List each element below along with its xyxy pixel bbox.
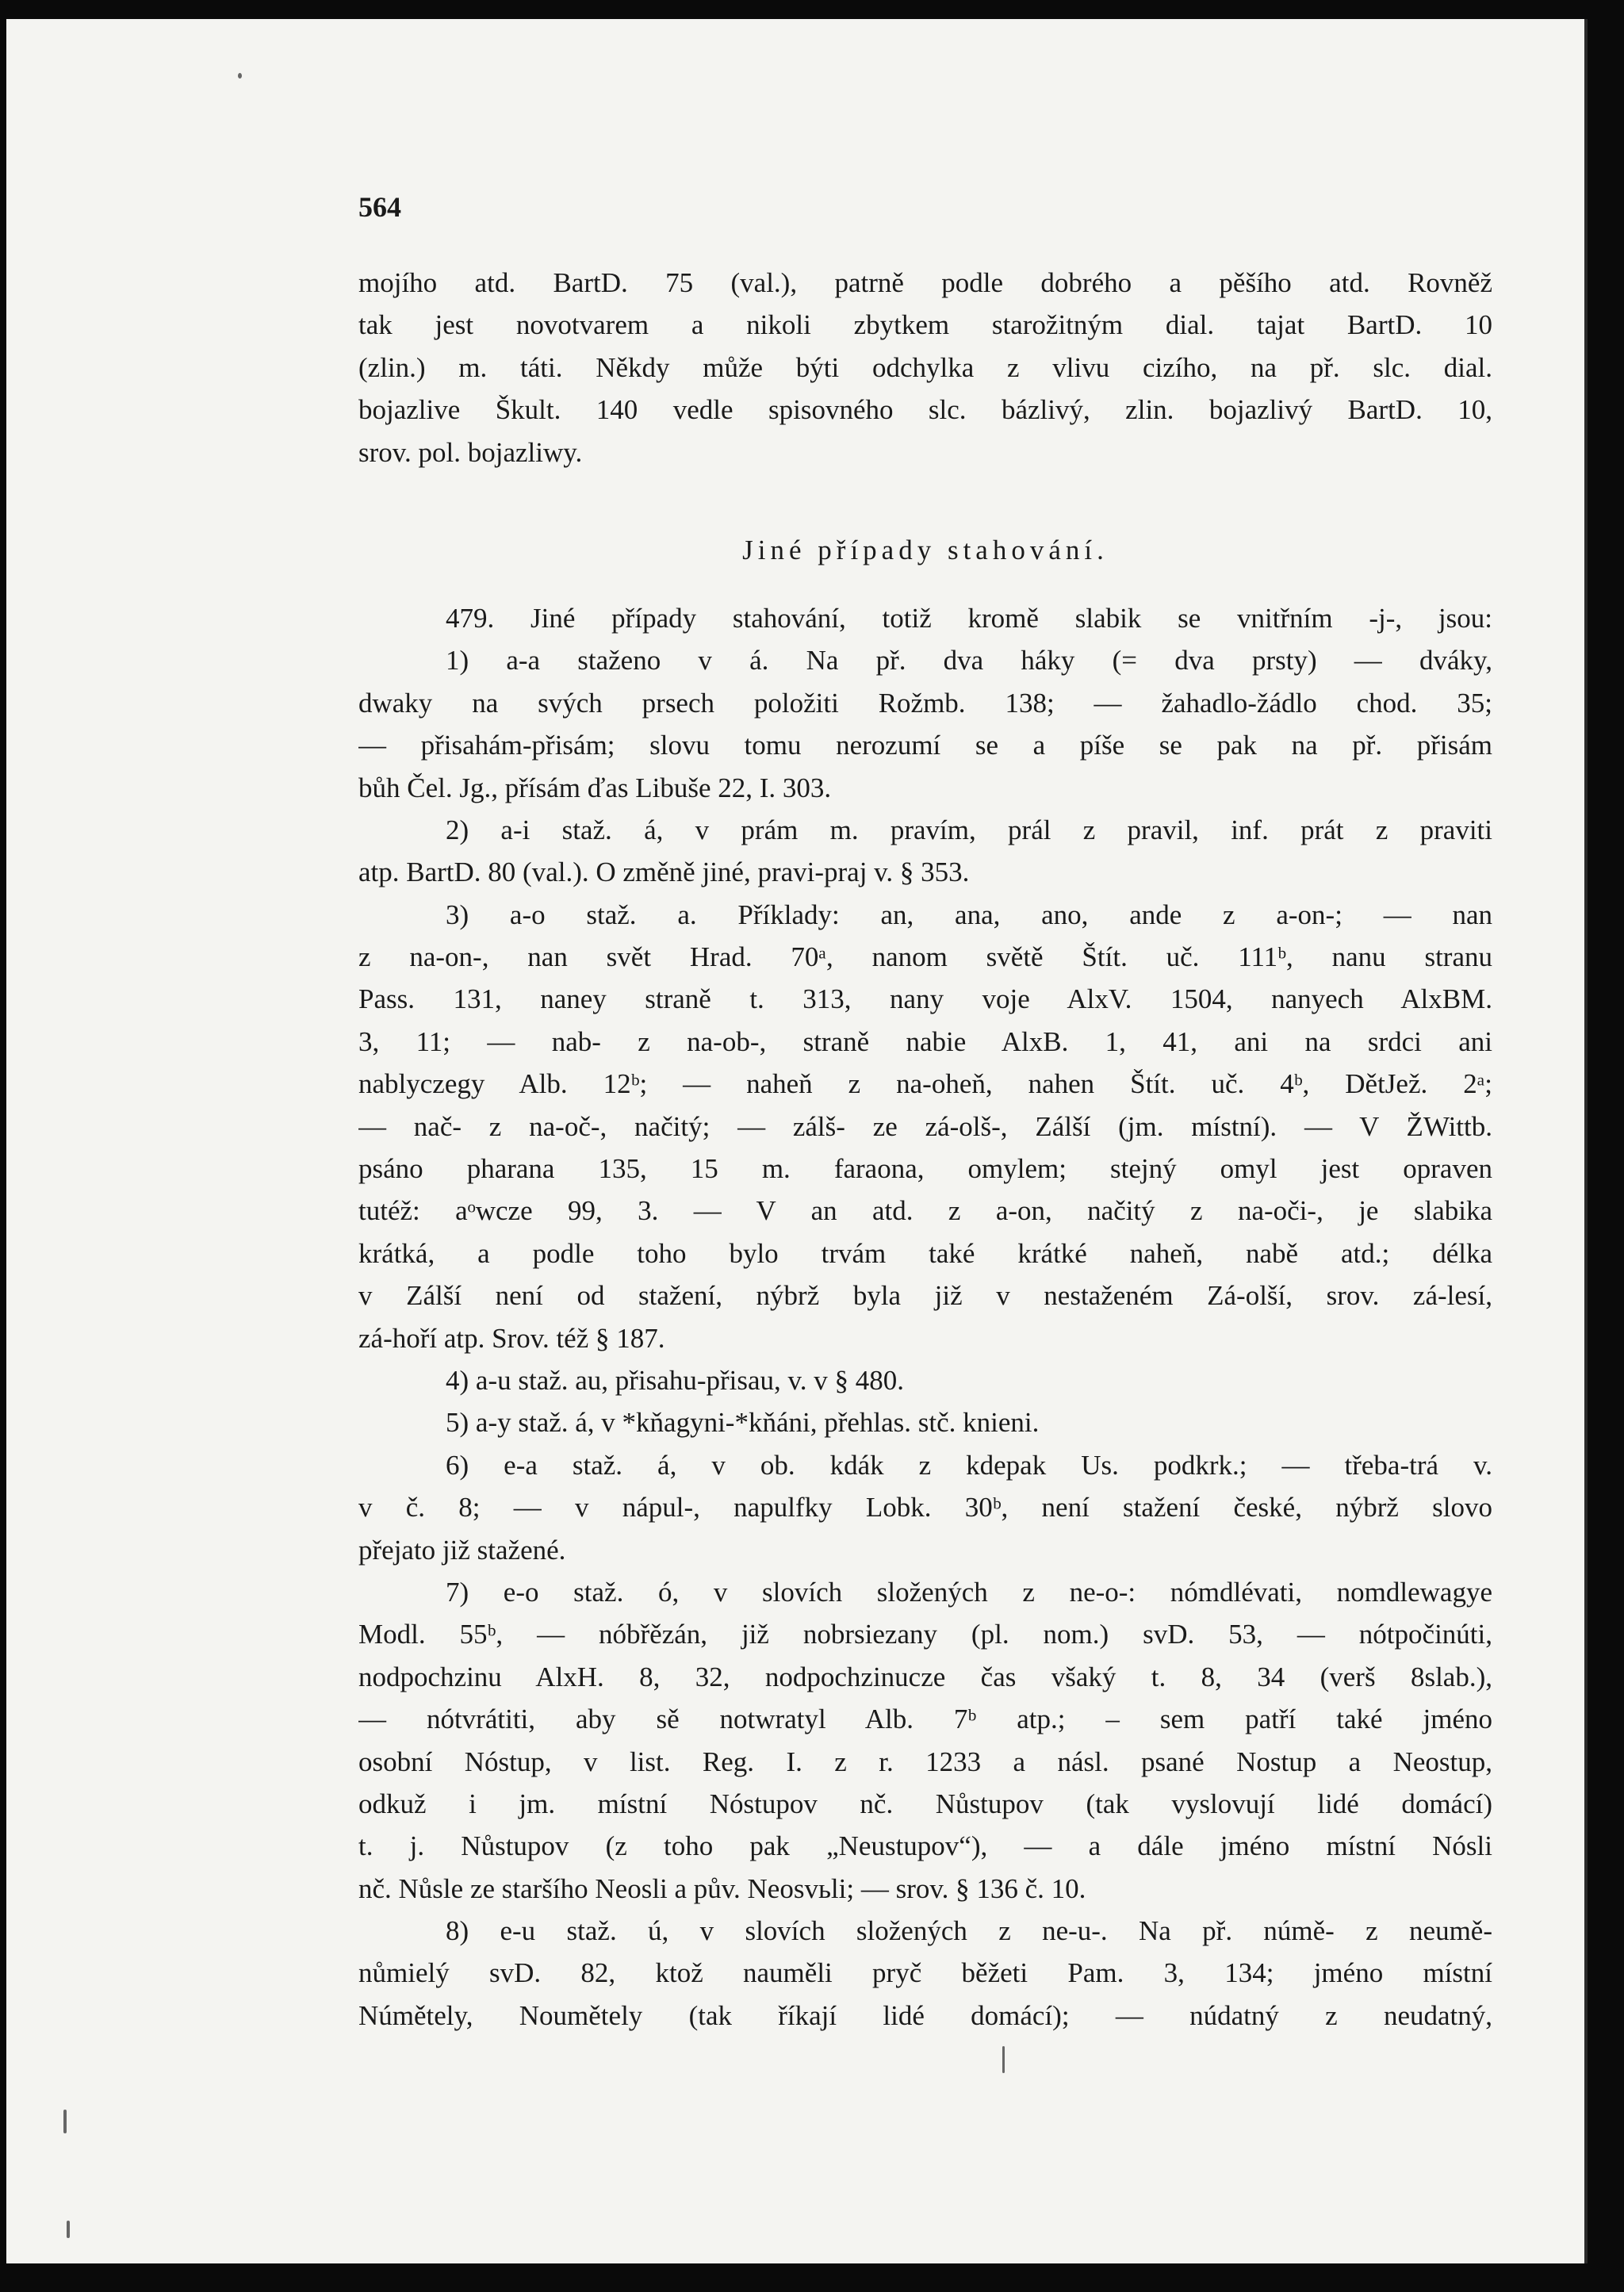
page-text <box>358 190 1492 2037</box>
text-line: atp. BartD. 80 (val.). O změně jiné, pravi-praj v. § 353. <box>358 857 970 888</box>
text-line: nůmielý svD. 82, ktož nauměli pryč běžeti Pam. 3, 134; jméno místní <box>358 1957 1492 1989</box>
text-line: psáno pharana 135, 15 m. faraona, omylem; stejný omyl jest opraven <box>358 1153 1492 1185</box>
text-line: z na-on-, nan svět Hrad. 70ᵃ, nanom světě Štít. uč. 111ᵇ, nanu stranu <box>358 941 1492 973</box>
item-2-start: 2) a-i staž. á, v prám m. pravím, prál z pravil, inf. prát z praviti <box>446 814 1492 845</box>
text-line: v Zálší není od stažení, nýbrž byla již v nestaženém Zá-olší, srov. zá-lesí, <box>358 1280 1492 1312</box>
scan-speck <box>67 2221 70 2238</box>
scan-speck <box>238 73 242 79</box>
text-line: Númětely, Noumětely (tak říkají lidé domácí); — núdatný z neudatný, <box>358 1999 1492 2031</box>
item-6-start: 6) e-a staž. á, v ob. kdák z kdepak Us. podkrk.; — třeba-trá v. <box>446 1449 1492 1481</box>
text-line: dwaky na svých prsech položiti Rožmb. 138; — žahadlo-žádlo chod. 35; <box>358 687 1492 719</box>
text-line: nč. Nůsle ze staršího Neosli a pův. Neosvьli; — srov. § 136 č. 10. <box>358 1872 1086 1904</box>
text-line: krátká, a podle toho bylo trvám také krátké naheň, nabě atd.; délka <box>358 1237 1492 1269</box>
item-5-start: 5) a-y staž. á, v *kňagyni-*kňáni, přehlas. stč. knieni. <box>446 1407 1040 1439</box>
text-line: t. j. Nůstupov (z toho pak „Neustupov“), — a dále jméno místní Nósli <box>358 1830 1492 1862</box>
intro-paragraph <box>358 262 1492 473</box>
text-line: v č. 8; — v nápul-, napulfky Lobk. 30ᵇ, není stažení české, nýbrž slovo <box>358 1492 1492 1524</box>
text-line: (zlin.) m. táti. Někdy může býti odchylka z vlivu cizího, na př. slc. dial. <box>358 351 1492 383</box>
text-line: Pass. 131, naney straně t. 313, nany voje AlxV. 1504, nanyech AlxBM. <box>358 983 1492 1015</box>
text-line: — nótvrátiti, aby sě notwratyl Alb. 7ᵇ atp.; – sem patří také jméno <box>358 1704 1492 1735</box>
text-line: mojího atd. BartD. 75 (val.), patrně podle dobrého a pěšího atd. Rovněž <box>358 267 1492 298</box>
text-line: odkuž i jm. místní Nóstupov nč. Nůstupov (tak vyslovují lidé domácí) <box>358 1788 1492 1819</box>
text-line: 3, 11; — nab- z na-ob-, straně nabie AlxB. 1, 41, ani na srdci ani <box>358 1025 1492 1057</box>
item-4-start: 4) a-u staž. au, přisahu-přisau, v. v § 480. <box>446 1364 904 1396</box>
item-7-start: 7) e-o staž. ó, v slovích složených z ne-o-: nómdlévati, nomdlewagye <box>446 1576 1492 1608</box>
section-heading: Jiné případy stahování. <box>742 534 1109 565</box>
text-line: nablyczegy Alb. 12ᵇ; — naheň z na-oheň, nahen Štít. uč. 4ᵇ, DětJež. 2ᵃ; <box>358 1068 1492 1100</box>
page-edge-shadow <box>1584 19 1588 2263</box>
text-line: srov. pol. bojazliwy. <box>358 436 583 468</box>
text-line: bojazlive Škult. 140 vedle spisovného slc. bázlivý, zlin. bojazlivý BartD. 10, <box>358 394 1492 426</box>
item-3-start: 3) a-o staž. a. Příklady: an, ana, ano, ande z a-on-; — nan <box>446 899 1492 930</box>
item-8-start: 8) e-u staž. ú, v slovích složených z ne-u-. Na př. númě- z neumě- <box>446 1915 1492 1947</box>
text-line: nodpochzinu AlxH. 8, 32, nodpochzinucze čas všaký t. 8, 34 (verš 8slab.), <box>358 1661 1492 1692</box>
page-number: 564 <box>358 191 401 223</box>
section-paragraph-start: 479. Jiné případy stahování, totiž kromě slabik se vnitřním -j-, jsou: <box>446 602 1492 634</box>
scan-speck <box>63 2110 67 2133</box>
text-line: — přisahám-přisám; slovu tomu nerozumí se a píše se pak na př. přisám <box>358 730 1492 761</box>
text-line: tutéž: aᵒwcze 99, 3. — V an atd. z a-on, načitý z na-oči-, je slabika <box>358 1195 1492 1227</box>
text-line: — nač- z na-oč-, načitý; — zálš- ze zá-olš-, Zálší (jm. místní). — V ŽWittb. <box>358 1110 1492 1142</box>
text-line: přejato již stažené. <box>358 1534 566 1566</box>
section-body <box>358 597 1492 2037</box>
item-1-start: 1) a-a staženo v á. Na př. dva háky (= dva prsty) — dváky, <box>446 645 1492 676</box>
text-line: zá-hoří atp. Srov. též § 187. <box>358 1322 665 1354</box>
text-line: Modl. 55ᵇ, — nóbřězán, již nobrsiezany (pl. nom.) svD. 53, — nótpočinúti, <box>358 1619 1492 1650</box>
text-line: osobní Nóstup, v list. Reg. I. z r. 1233 a násl. psané Nostup a Neostup, <box>358 1746 1492 1777</box>
scan-speck <box>1002 2046 1005 2073</box>
text-line: tak jest novotvarem a nikoli zbytkem starožitným dial. tajat BartD. 10 <box>358 309 1492 341</box>
text-line: bůh Čel. Jg., přísám ďas Libuše 22, I. 303. <box>358 772 832 803</box>
